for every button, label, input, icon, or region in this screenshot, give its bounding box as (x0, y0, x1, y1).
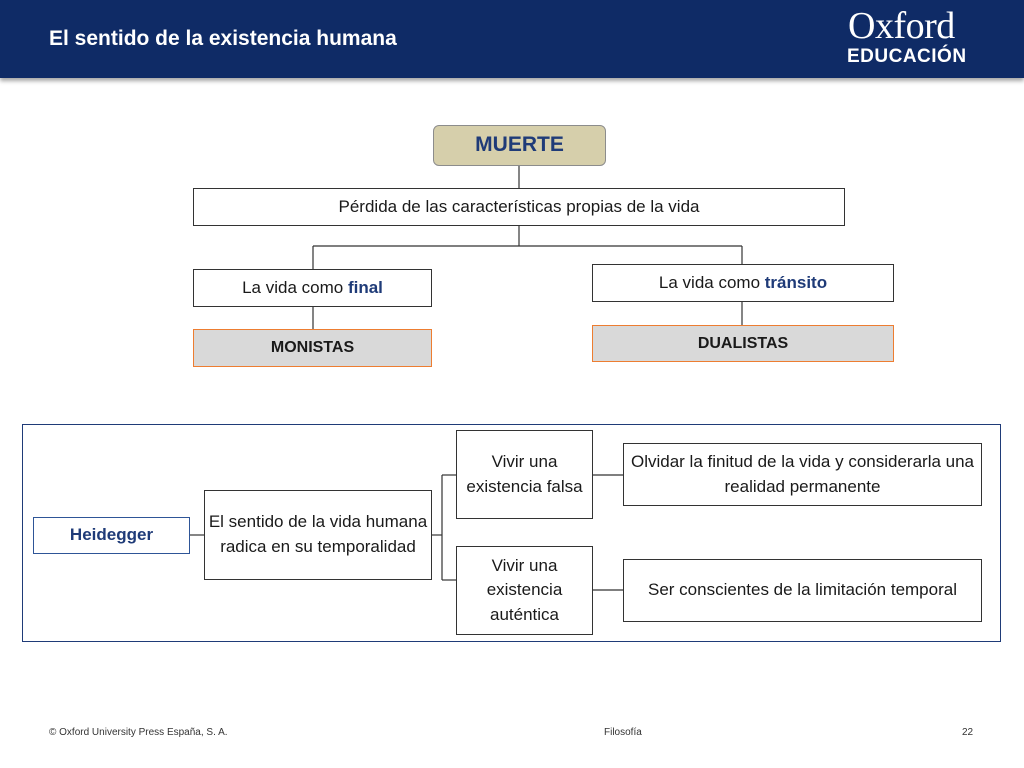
option-autentica-node: Vivir una existencia auténtica (456, 546, 593, 635)
result-autentica-node: Ser conscientes de la limitación temporal (623, 559, 982, 622)
result-falsa-node: Olvidar la finitud de la vida y considerarla una realidad permanente (623, 443, 982, 506)
left-branch-node (193, 269, 432, 307)
monistas-node: MONISTAS (193, 329, 432, 367)
right-branch-prefix: La vida como (658, 272, 765, 292)
footer-subject: Filosofía (604, 727, 642, 738)
slide-title: El sentido de la existencia humana (49, 27, 397, 50)
dualistas-node: DUALISTAS (592, 325, 894, 362)
definition-node: Pérdida de las características propias de la vida (193, 188, 845, 226)
thesis-node: El sentido de la vida humana radica en su temporalidad (204, 490, 432, 580)
heidegger-node: Heidegger (33, 517, 190, 554)
root-node: MUERTE (433, 125, 606, 166)
oxford-logo: Oxford (848, 5, 955, 47)
educacion-logo: EDUCACIÓN (847, 46, 967, 67)
option-falsa-node: Vivir una existencia falsa (456, 430, 593, 519)
footer-copyright: © Oxford University Press España, S. A. (49, 727, 228, 738)
left-branch-keyword: final (347, 277, 383, 297)
left-branch-prefix: La vida como (242, 277, 348, 297)
right-branch-node (592, 264, 894, 302)
footer-page-number: 22 (962, 727, 974, 738)
right-branch-keyword: tránsito (764, 272, 828, 292)
